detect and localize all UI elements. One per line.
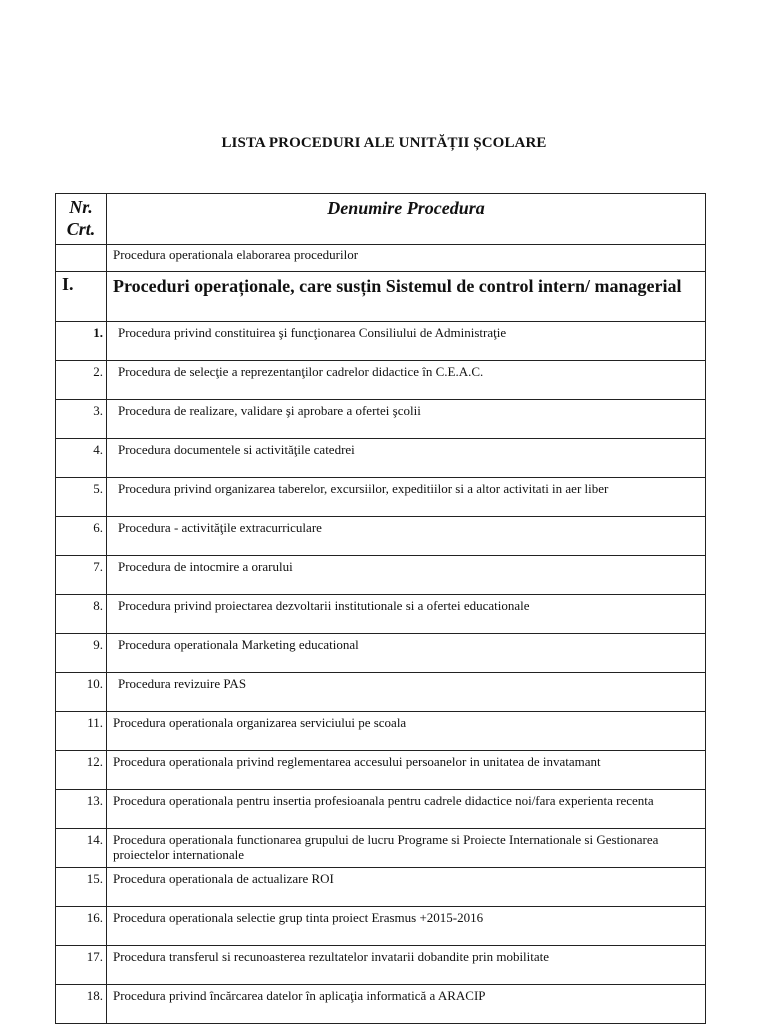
row-procedure-name: Procedura de intocmire a orarului (107, 556, 706, 595)
row-number: 2. (56, 361, 107, 400)
header-denumire: Denumire Procedura (107, 194, 706, 245)
row-procedure-name: Procedura operationala organizarea serviciului pe scoala (107, 712, 706, 751)
header-nr-label: Nr. (69, 197, 93, 217)
intro-row-nr (56, 245, 107, 272)
row-number: 18. (56, 985, 107, 1024)
table-row (56, 517, 706, 556)
table-row (56, 361, 706, 400)
table-row (56, 946, 706, 985)
row-number: 15. (56, 868, 107, 907)
row-procedure-name: Procedura de realizare, validare şi aprobare a ofertei şcolii (107, 400, 706, 439)
table-row (56, 439, 706, 478)
row-number: 6. (56, 517, 107, 556)
row-procedure-name: Procedura - activităţile extracurriculare (107, 517, 706, 556)
row-number: 12. (56, 751, 107, 790)
row-number: 14. (56, 829, 107, 868)
table-row (56, 985, 706, 1024)
row-number: 8. (56, 595, 107, 634)
row-number: 7. (56, 556, 107, 595)
row-procedure-name: Procedura privind încărcarea datelor în aplicaţia informatică a ARACIP (107, 985, 706, 1024)
table-row (56, 634, 706, 673)
table-row (56, 595, 706, 634)
table-row (56, 556, 706, 595)
row-procedure-name: Procedura operationala de actualizare ROI (107, 868, 706, 907)
row-number: 4. (56, 439, 107, 478)
table-row (56, 400, 706, 439)
row-procedure-name: Procedura operationala privind reglementarea accesului persoanelor in unitatea de invatamant (107, 751, 706, 790)
row-procedure-name: Procedura de selecţie a reprezentanţilor cadrelor didactice în C.E.A.C. (107, 361, 706, 400)
header-crt-label: Crt. (66, 219, 96, 239)
procedures-table (55, 193, 706, 1024)
table-row (56, 868, 706, 907)
row-number: 11. (56, 712, 107, 751)
table-row (56, 322, 706, 361)
table-row (56, 673, 706, 712)
row-procedure-name: Procedura revizuire PAS (107, 673, 706, 712)
row-number: 10. (56, 673, 107, 712)
row-procedure-name: Procedura operationala pentru insertia profesioanala pentru cadrele didactice noi/fara experienta recenta (107, 790, 706, 829)
document-title: LISTA PROCEDURI ALE UNITĂȚII ȘCOLARE (221, 135, 547, 151)
row-number: 9. (56, 634, 107, 673)
row-procedure-name: Procedura operationala Marketing educational (107, 634, 706, 673)
row-procedure-name: Procedura privind proiectarea dezvoltarii institutionale si a ofertei educationale (107, 595, 706, 634)
table-header-row (56, 194, 706, 245)
row-procedure-name: Procedura privind constituirea şi funcţionarea Consiliului de Administraţie (107, 322, 706, 361)
section-title: Proceduri operaționale, care susțin Sistemul de control intern/ managerial (107, 272, 706, 322)
row-procedure-name: Procedura operationala functionarea grupului de lucru Programe si Proiecte Internationale si Gestionarea proiectelor internationale (107, 829, 706, 868)
procedure-rows (56, 322, 706, 1024)
table-row (56, 790, 706, 829)
intro-row (56, 245, 706, 272)
table-row (56, 907, 706, 946)
table-row (56, 478, 706, 517)
row-number: 16. (56, 907, 107, 946)
row-number: 17. (56, 946, 107, 985)
section-number: I. (56, 272, 107, 322)
row-procedure-name: Procedura transferul si recunoasterea rezultatelor invatarii dobandite prin mobilitate (107, 946, 706, 985)
row-number: 13. (56, 790, 107, 829)
header-nr-crt (56, 194, 107, 245)
table-row (56, 829, 706, 868)
row-procedure-name: Procedura operationala selectie grup tinta proiect Erasmus +2015-2016 (107, 907, 706, 946)
row-procedure-name: Procedura documentele si activităţile catedrei (107, 439, 706, 478)
intro-row-name: Procedura operationala elaborarea procedurilor (107, 245, 706, 272)
row-number: 3. (56, 400, 107, 439)
row-procedure-name: Procedura privind organizarea taberelor, excursiilor, expeditiilor si a altor activitati in aer liber (107, 478, 706, 517)
table-row (56, 751, 706, 790)
section-row (56, 272, 706, 322)
row-number: 5. (56, 478, 107, 517)
row-number: 1. (56, 322, 107, 361)
table-row (56, 712, 706, 751)
